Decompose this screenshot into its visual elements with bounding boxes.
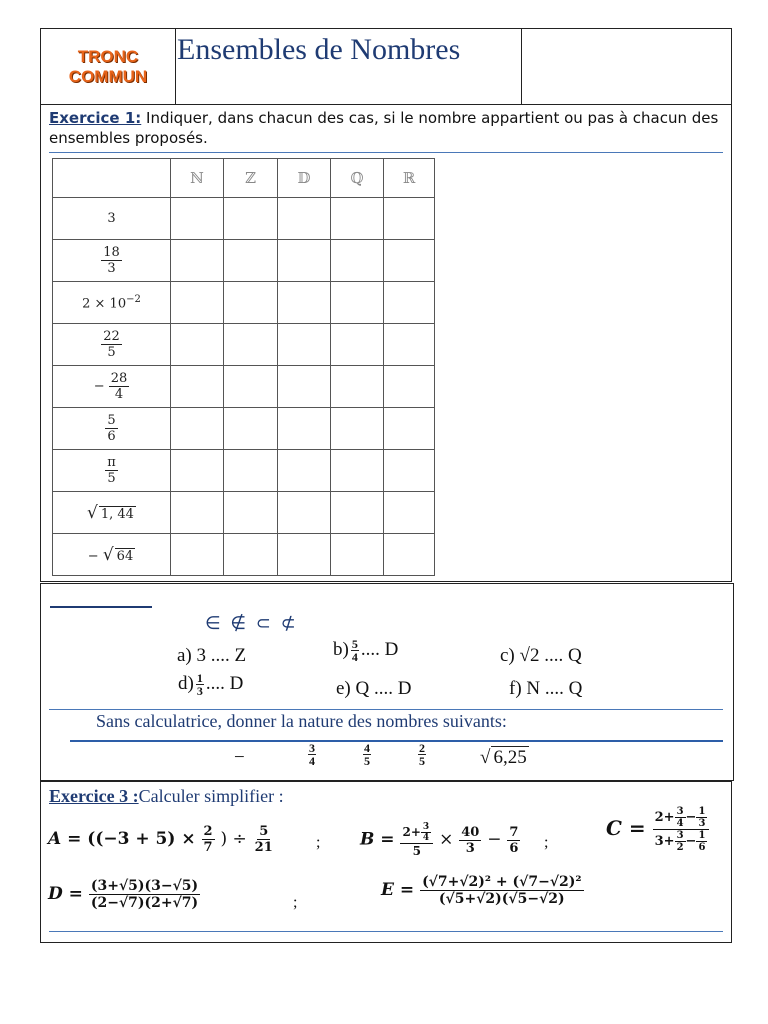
denominator: 5: [419, 754, 425, 768]
equals: =: [67, 829, 82, 849]
set-header-Q: ℚ: [331, 159, 384, 198]
numerator: 3: [676, 806, 684, 817]
number-cell: [53, 282, 171, 324]
exponent: −2: [126, 293, 141, 305]
answer-cell[interactable]: [224, 324, 278, 366]
expression-D: [48, 878, 200, 911]
list-sqrt: [480, 746, 529, 769]
denominator: 5: [107, 471, 116, 486]
answer-cell[interactable]: [278, 408, 331, 450]
numerator: 3: [422, 822, 430, 832]
number-cell: [53, 240, 171, 282]
expr-part: ) ÷: [220, 829, 247, 849]
table-row: [53, 408, 435, 450]
answer-cell[interactable]: [331, 366, 384, 408]
numerator: [653, 806, 710, 830]
answer-cell[interactable]: [171, 408, 224, 450]
denominator: 7: [203, 840, 213, 855]
logo-line2: COMMUN: [68, 66, 148, 86]
numerator: 1: [698, 830, 706, 841]
answer-cell[interactable]: [224, 366, 278, 408]
answer-cell[interactable]: [384, 534, 435, 576]
exercise1-label: Exercice 1:: [49, 109, 142, 127]
answer-cell[interactable]: [278, 198, 331, 240]
answer-cell[interactable]: [224, 282, 278, 324]
denominator: 4: [114, 387, 124, 402]
num-part: 2+: [402, 825, 421, 839]
numerator: 5: [107, 413, 116, 428]
fraction: [363, 742, 371, 767]
number-cell: [53, 408, 171, 450]
fraction: [418, 742, 426, 767]
expr-name: E: [381, 880, 394, 900]
number-cell: [53, 324, 171, 366]
answer-cell[interactable]: [384, 282, 435, 324]
answer-cell[interactable]: [278, 492, 331, 534]
set-header-D: 𝔻: [278, 159, 331, 198]
sqrt-symbol: √: [102, 544, 114, 565]
answer-cell[interactable]: [171, 366, 224, 408]
relation-symbols: ∈ ∉ ⊂ ⊄: [205, 613, 298, 634]
answer-cell[interactable]: [171, 492, 224, 534]
denominator: 4: [422, 833, 430, 843]
table-row: [53, 534, 435, 576]
page-title: Ensembles de Nombres: [177, 33, 461, 66]
answer-cell[interactable]: [384, 492, 435, 534]
separator: ;: [293, 894, 298, 911]
answer-cell[interactable]: [171, 324, 224, 366]
item-b: [333, 638, 398, 663]
answer-cell[interactable]: [224, 198, 278, 240]
answer-cell[interactable]: [171, 198, 224, 240]
minus-sign: −: [93, 379, 105, 394]
expression-C: [606, 806, 709, 853]
denominator: 3: [465, 840, 475, 856]
logo-line1: TRONC: [77, 46, 139, 66]
numerator: 18: [103, 245, 120, 260]
denominator: [653, 830, 710, 853]
numerator: 2: [203, 824, 213, 839]
denominator: 3: [698, 818, 706, 829]
minus: −: [685, 834, 697, 849]
item-f: f) N .... Q: [509, 678, 583, 699]
number-cell: 3: [53, 198, 171, 240]
minus: −: [685, 810, 697, 825]
fraction: [89, 878, 200, 911]
answer-cell[interactable]: [224, 492, 278, 534]
answer-cell[interactable]: [278, 282, 331, 324]
denominator: 6: [509, 840, 519, 856]
denominator: 4: [676, 818, 684, 829]
denominator: 3: [196, 684, 203, 698]
number-cell: [53, 366, 171, 408]
num-part: 2+: [654, 810, 675, 825]
exercise1-statement: [49, 108, 719, 148]
fraction: [675, 806, 686, 829]
answer-cell[interactable]: [224, 240, 278, 282]
expr-name: A: [48, 829, 62, 849]
minus: −: [487, 829, 502, 850]
answer-cell[interactable]: [224, 450, 278, 492]
item-d: [178, 672, 243, 697]
separator: ;: [544, 834, 549, 851]
numerator: 22: [103, 329, 120, 344]
answer-cell[interactable]: [224, 408, 278, 450]
fraction: [101, 329, 122, 360]
answer-cell[interactable]: [331, 450, 384, 492]
answer-cell[interactable]: [331, 408, 384, 450]
answer-cell[interactable]: [384, 240, 435, 282]
radicand: 64: [116, 548, 134, 564]
table-row: [53, 198, 435, 240]
divider: [49, 931, 723, 932]
fraction: [459, 825, 481, 856]
item-d-rest: .... D: [205, 672, 244, 694]
equals: =: [399, 880, 415, 900]
answer-cell[interactable]: [331, 240, 384, 282]
numerator: (√7+√2)² + (√7−√2)²: [422, 874, 582, 890]
fraction: [696, 806, 707, 829]
exercise3-statement: [49, 786, 284, 807]
fraction: [202, 824, 215, 855]
answer-cell[interactable]: [171, 282, 224, 324]
list-frac-2: [361, 742, 373, 767]
list-minus: −: [234, 747, 245, 768]
numerator: 1: [196, 671, 203, 685]
denominator: 21: [254, 840, 273, 855]
header-box: [40, 28, 732, 105]
expr-part: ((−3 + 5) ×: [87, 829, 196, 849]
expression-B: [360, 822, 520, 858]
divider: [70, 740, 723, 742]
exercise2-part2-text: Sans calculatrice, donner la nature des nombres suivants:: [96, 711, 507, 731]
set-header-N: ℕ: [171, 159, 224, 198]
exercise3-text: Calculer simplifier :: [138, 786, 284, 806]
equals: =: [380, 829, 395, 850]
answer-cell[interactable]: [224, 534, 278, 576]
fraction: [653, 806, 710, 853]
answer-cell[interactable]: [384, 408, 435, 450]
table-row: [53, 240, 435, 282]
fraction: [109, 371, 130, 402]
item-d-label: d): [178, 672, 194, 694]
divider: [49, 152, 723, 153]
answer-cell[interactable]: [171, 240, 224, 282]
fraction: [696, 830, 707, 853]
sqrt-symbol: √: [480, 747, 491, 768]
list-frac-1: [306, 742, 318, 767]
answer-cell[interactable]: [171, 450, 224, 492]
fraction: [420, 874, 583, 907]
separator: ;: [316, 834, 321, 851]
answer-cell[interactable]: [171, 534, 224, 576]
denominator: 5: [107, 345, 116, 360]
table-row: [53, 450, 435, 492]
answer-cell[interactable]: [331, 492, 384, 534]
numerator: 4: [364, 741, 370, 755]
denominator: 2: [676, 842, 684, 853]
table-row: [53, 366, 435, 408]
numerator: 3: [309, 741, 315, 755]
fraction: [101, 245, 122, 276]
answer-cell[interactable]: [278, 534, 331, 576]
equals: =: [68, 884, 83, 904]
expr-name: D: [48, 884, 63, 904]
divider: [49, 709, 723, 710]
numerator: 5: [259, 824, 269, 839]
answer-cell[interactable]: [278, 324, 331, 366]
answer-cell[interactable]: [278, 240, 331, 282]
numerator: 1: [698, 806, 706, 817]
minus-sign: −: [87, 548, 99, 564]
radicand: 1, 44: [100, 506, 134, 522]
answer-cell[interactable]: [384, 450, 435, 492]
answer-cell[interactable]: [384, 366, 435, 408]
expression-E: [381, 874, 584, 907]
numerator: 7: [509, 824, 519, 840]
numerator: π: [107, 455, 116, 470]
answer-cell[interactable]: [331, 534, 384, 576]
item-a: a) 3 .... Z: [177, 645, 247, 666]
exercise3-label: Exercice 3 :: [49, 786, 139, 806]
membership-table: [52, 158, 435, 576]
radicand: 6,25: [493, 747, 527, 768]
numerator: 5: [351, 637, 358, 651]
exercise2-title-line: [50, 606, 152, 608]
fraction: [105, 455, 118, 486]
answer-cell[interactable]: [384, 198, 435, 240]
expression-A: [48, 824, 275, 855]
number-cell: [53, 450, 171, 492]
answer-cell[interactable]: [278, 366, 331, 408]
fraction: [507, 825, 520, 856]
table-header-row: [53, 159, 435, 198]
number-cell: [53, 534, 171, 576]
fraction: [421, 822, 431, 843]
denominator: (√5+√2)(√5−√2): [438, 891, 565, 907]
equals: =: [628, 816, 646, 840]
table-row: [53, 324, 435, 366]
answer-cell[interactable]: [384, 324, 435, 366]
item-e: e) Q .... D: [336, 678, 412, 699]
fraction: [105, 413, 117, 444]
den-part: 3+: [654, 834, 675, 849]
list-frac-3: [416, 742, 428, 767]
expr-name: C: [606, 816, 622, 840]
header-right-cell: [521, 29, 731, 104]
denominator: 4: [351, 650, 358, 664]
item-b-rest: .... D: [360, 638, 399, 660]
exercise1-text: Indiquer, dans chacun des cas, si le nombre appartient ou pas à chacun des ensembles proposés.: [49, 109, 719, 147]
number-cell: [53, 492, 171, 534]
answer-cell[interactable]: [331, 198, 384, 240]
base: 2 × 10: [82, 296, 127, 312]
numerator: (3+√5)(3−√5): [90, 878, 199, 894]
fraction: [308, 742, 316, 767]
table-row: [53, 492, 435, 534]
tronc-commun-logo: [41, 29, 176, 104]
sqrt-symbol: √: [87, 502, 98, 523]
numerator: 3: [676, 830, 684, 841]
denominator: 6: [107, 429, 116, 444]
item-b-label: b): [333, 638, 349, 660]
numerator: 28: [110, 371, 128, 386]
denominator: 5: [364, 754, 370, 768]
times: ×: [439, 829, 454, 850]
item-c: c) √2 .... Q: [500, 645, 582, 666]
fraction: [253, 824, 275, 855]
numerator: 40: [461, 824, 480, 840]
fraction: [196, 672, 204, 697]
fraction: [400, 822, 433, 858]
expr-name: B: [360, 829, 375, 850]
denominator: 6: [698, 842, 706, 853]
denominator: (2−√7)(2+√7): [90, 895, 199, 911]
answer-cell[interactable]: [278, 450, 331, 492]
answer-cell[interactable]: [331, 324, 384, 366]
denominator: 5: [412, 844, 421, 858]
answer-cell[interactable]: [331, 282, 384, 324]
numerator: 2: [419, 741, 425, 755]
numerator: [400, 822, 433, 844]
fraction: [351, 638, 359, 663]
table-row: [53, 282, 435, 324]
denominator: 3: [107, 261, 116, 276]
denominator: 4: [309, 754, 315, 768]
fraction: [675, 830, 686, 853]
table-corner: [53, 159, 171, 198]
set-header-R: ℝ: [384, 159, 435, 198]
set-header-Z: ℤ: [224, 159, 278, 198]
